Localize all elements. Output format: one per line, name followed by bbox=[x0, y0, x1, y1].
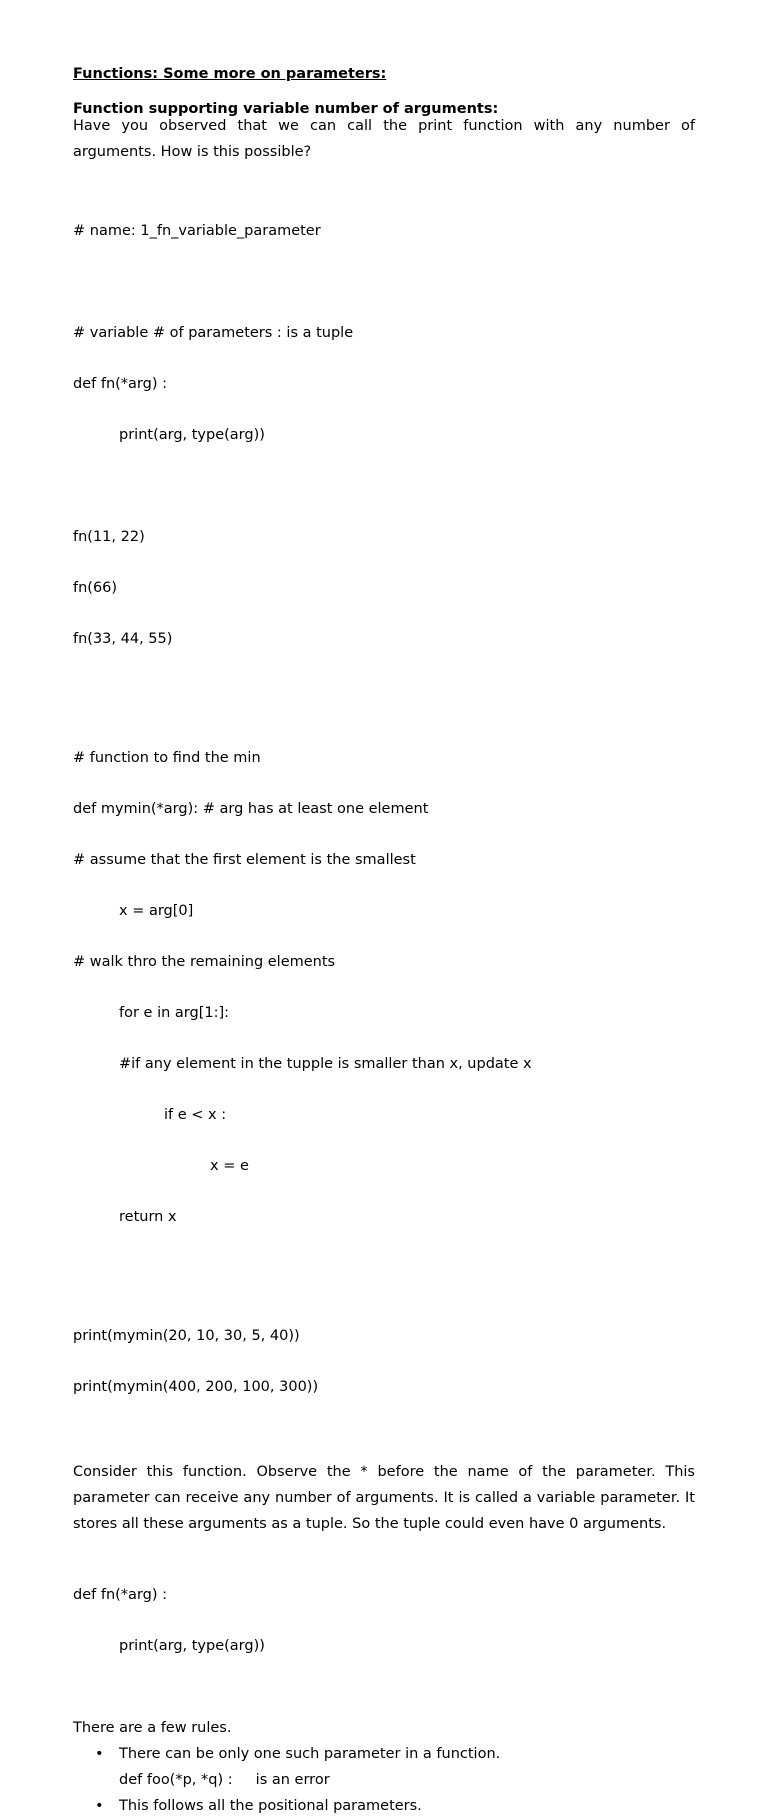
rule-example-code: def foo(*p, *q) : bbox=[119, 1772, 233, 1788]
code-line: print(mymin(20, 10, 30, 5, 40)) bbox=[73, 1328, 300, 1344]
code-line: for e in arg[1:]: bbox=[119, 1005, 230, 1021]
rules-list-continued bbox=[73, 1793, 695, 1819]
code-line: def mymin(*arg): # arg has at least one element bbox=[73, 801, 429, 817]
bullet-icon: • bbox=[95, 1798, 104, 1814]
code-line: print(arg, type(arg)) bbox=[119, 427, 265, 443]
section-heading: Function supporting variable number of arguments: bbox=[73, 101, 499, 117]
rules-intro: There are a few rules. bbox=[73, 1720, 232, 1736]
code-block-mymin bbox=[73, 716, 695, 1260]
list-item bbox=[73, 1741, 695, 1767]
code-block-calls bbox=[73, 495, 695, 682]
code-line: print(arg, type(arg)) bbox=[119, 1638, 265, 1654]
code-line: return x bbox=[119, 1209, 177, 1225]
list-item bbox=[73, 1793, 695, 1819]
rules-list bbox=[73, 1741, 695, 1767]
code-line: # assume that the first element is the smallest bbox=[73, 852, 416, 868]
bullet-icon: • bbox=[95, 1746, 104, 1762]
code-block-header bbox=[73, 189, 695, 274]
code-line: def fn(*arg) : bbox=[73, 376, 167, 392]
rule-text: This follows all the positional parameters. bbox=[119, 1798, 422, 1814]
code-line: fn(33, 44, 55) bbox=[73, 631, 173, 647]
code-line: # name: 1_fn_variable_parameter bbox=[73, 223, 321, 239]
document-page bbox=[73, 66, 695, 1819]
explanation-paragraph: Consider this function. Observe the * before the name of the parameter. This parameter can receive any number of arguments. It is called a variable parameter. It stores all these arguments as a tuple. So the tuple could even have 0 arguments. bbox=[73, 1464, 695, 1532]
code-block-fn-repeat bbox=[73, 1553, 695, 1689]
intro-paragraph: Have you observed that we can call the print function with any number of arguments. How is this possible? bbox=[73, 118, 695, 160]
code-line: fn(66) bbox=[73, 580, 118, 596]
page-title: Functions: Some more on parameters: bbox=[73, 66, 387, 82]
code-line: # function to find the min bbox=[73, 750, 261, 766]
code-line: fn(11, 22) bbox=[73, 529, 145, 545]
code-line: #if any element in the tupple is smaller than x, update x bbox=[119, 1056, 532, 1072]
code-line: # walk thro the remaining elements bbox=[73, 954, 336, 970]
code-line: x = e bbox=[210, 1158, 249, 1174]
rule-text: There can be only one such parameter in a function. bbox=[119, 1746, 501, 1762]
rule-example bbox=[73, 1767, 695, 1793]
code-block-fn bbox=[73, 291, 695, 478]
code-line: # variable # of parameters : is a tuple bbox=[73, 325, 354, 341]
rule-example-note: is an error bbox=[255, 1772, 330, 1788]
code-line: if e < x : bbox=[164, 1107, 227, 1123]
code-block-prints bbox=[73, 1294, 695, 1430]
code-line: def fn(*arg) : bbox=[73, 1587, 167, 1603]
code-line: x = arg[0] bbox=[119, 903, 194, 919]
code-line: print(mymin(400, 200, 100, 300)) bbox=[73, 1379, 319, 1395]
